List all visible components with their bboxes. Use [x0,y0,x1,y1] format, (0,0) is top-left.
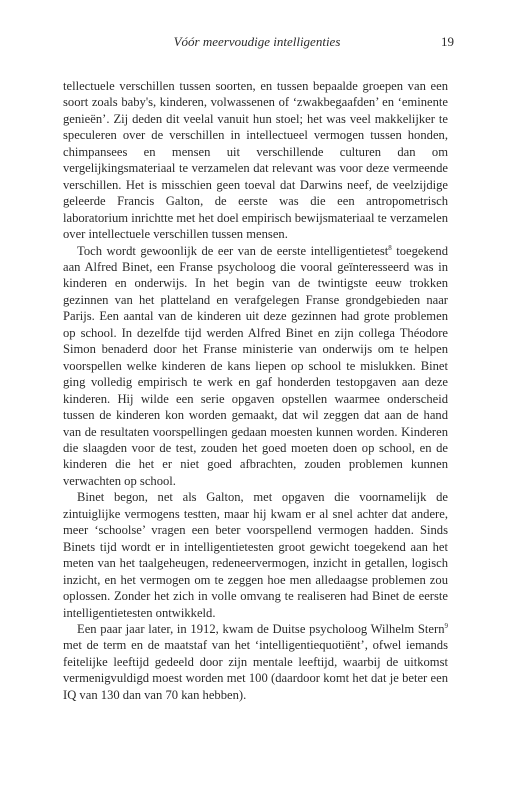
paragraph-text: toegekend aan Alfred Binet, een Franse psycholoog die vooral geïnteresseerd was in kinderen en onderwijs. In het begin van de twintigste eeuw trokken gezinnen van het platteland en verafgelegen Franse grondgebieden naar Parijs. Een aantal van de kinderen uit deze gezinnen had grote problemen op school. In dezelfde tijd werden Alfred Binet en zijn collega Théodore Simon benaderd door het Franse ministerie van onderwijs om te helpen voorspellen welke kinderen de kans liepen op school te mislukken. Binet ging volledig empirisch te werk en gaf honderden testopgaven aan deze kinderen. Hij wilde een serie opgaven opstellen waarmee onderscheid tussen de kinderen kon worden gemaakt, dat wil zeggen dat aan de hand van de resultaten voorspellingen gedaan moesten kunnen worden. Kinderen die slaagden voor de test, zouden het goed moeten doen op school, en de kinderen die het er niet goed afbrachten, zouden problemen kunnen verwachten op school. [63,243,448,488]
running-title: Vóór meervoudige intelligenties [173,34,341,49]
running-header [60,34,454,54]
paragraph-text: Toch wordt gewoonlijk de eer van de eerste intelligentietest [77,243,389,258]
footnote-marker: 8 [388,243,392,252]
paragraph-stern-iq [63,621,448,703]
paragraph-binet-origin [63,243,448,490]
paragraph-binet-tests: Binet begon, net als Galton, met opgaven die voornamelijk de zintuiglijke vermogens testten, maar hij kwam er al snel achter dat andere, meer ‘schoolse’ vragen een beter voorspellend vermogen hadden. Sinds Binets tijd wordt er in intelligentietesten groot gewicht toegekend aan het meten van het taalgeheugen, redeneervermogen, inzicht in getallen, logisch inzicht, en het vermogen om te zeggen hoe men alledaagse problemen zou oplossen. Zonder het zich in volle omvang te realiseren had Binet de eerste intelligentietesten ontwikkeld. [63,490,448,620]
paragraph-text: met de term en de maatstaf van het ‘intelligentiequotiënt’, ofwel iemands feitelijke leeftijd gedeeld door zijn mentale leeftijd, waarbij de uitkomst vermenigvuldigd moest worden met 100 (daardoor komt het dat je beter een IQ van 130 dan van 70 kan hebben). [63,638,448,702]
paragraph-continued: tellectuele verschillen tussen soorten, en tussen bepaalde groepen van een soort zoals baby's, kinderen, volwassenen of ‘zwakbegaafden’ en ‘eminente genieën’. Zij deden dit veelal vanuit hun stoel; het was veel makkelijker te speculeren over de verschillen in intellectueel vermogen tussen honden, chimpansees en mensen uit verschillende culturen dan om vergelijkingsmateriaal te verzamelen dat relevant was voor deze vermeende verschillen. Het is misschien geen toeval dat Darwins neef, de veelzijdige geleerde Francis Galton, de eerste was die een antropometrisch laboratorium inrichtte met het doel empirisch bewijsmateriaal te verzamelen over intellectuele verschillen tussen mensen. [63,79,448,242]
body-text [63,78,448,703]
paragraph-text: Een paar jaar later, in 1912, kwam de Duitse psycholoog Wilhelm Stern [77,621,445,636]
footnote-marker: 9 [444,621,448,630]
page-number: 19 [441,34,454,49]
